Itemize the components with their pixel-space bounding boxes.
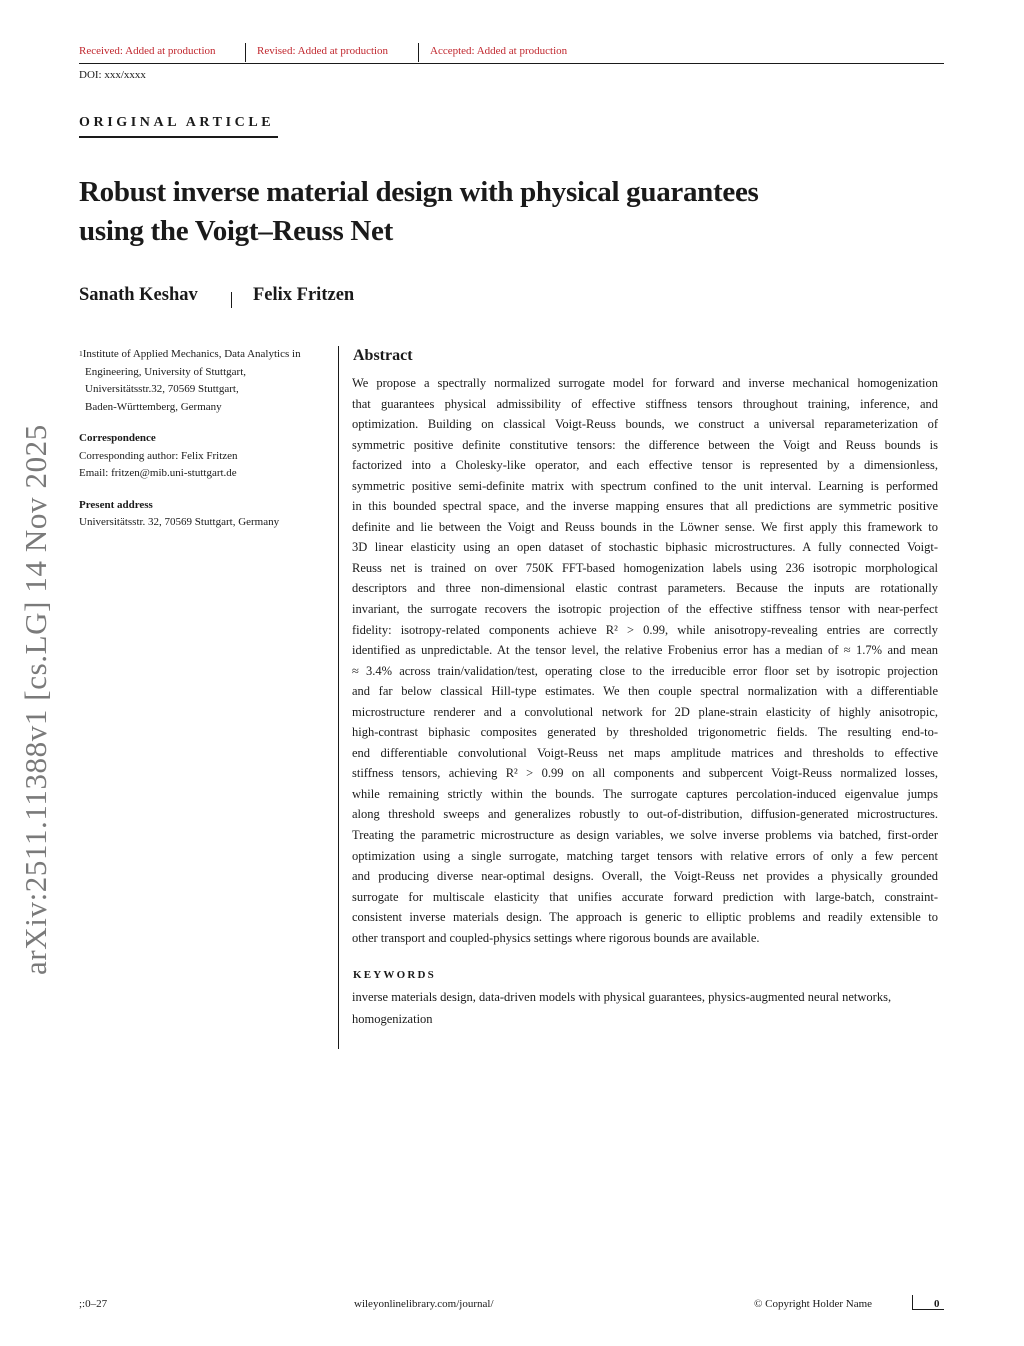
revised-date: Revised: Added at production [257, 45, 389, 57]
accepted-date: Accepted: Added at production [430, 45, 568, 57]
abstract-line: ≈ 3.4% across train/validation/test, operating close to the irreducible error floor set by isotropic projection [352, 663, 938, 678]
abstract-line: descriptors and three non-dimensional elastic contrast parameters. Because the inputs are rotationally [352, 581, 938, 596]
footer-divider [912, 1295, 913, 1309]
present-address-heading: Present address [79, 498, 153, 511]
abstract-line: factorized into a Cholesky-like operator, and each effective tensor is represented by a dimensionless, [352, 458, 938, 473]
keywords-line: inverse materials design, data-driven models with physical guarantees, physics-augmented neural networks, [352, 990, 892, 1004]
abstract-line: We propose a spectrally normalized surrogate model for forward and inverse mechanical homogenization [352, 376, 938, 390]
header-divider [245, 43, 246, 62]
abstract-line: invariant, the surrogate recovers the isotropic projection of the effective stiffness tensor with near-perfect [352, 602, 938, 617]
author-2: Felix Fritzen [253, 285, 355, 305]
author-info-sidebar [79, 346, 329, 532]
abstract-line: stiffness tensors, achieving R² > 0.99 on all components and subpercent Voigt-Reuss normalized losses, [352, 766, 938, 781]
abstract-line: definite and lie between the Voigt and Reuss bounds in the Löwner sense. We first apply this framework to [352, 519, 938, 534]
abstract-line: symmetric positive definite constitutive tensors: the difference between the Voigt and Reuss bounds is [352, 437, 938, 452]
abstract-line: identified as unpredictable. At the tensor level, the relative Frobenius error has a median of ≈ 1.7% and mean [352, 643, 938, 658]
abstract-line: other transport and coupled-physics settings where rigorous bounds are available. [352, 930, 760, 945]
author-1: Sanath Keshav [79, 285, 198, 305]
header-divider [418, 43, 419, 62]
abstract-line: end differentiable convolutional Voigt-Reuss net maps amplitude matrices and thresholds to effective [352, 745, 938, 760]
article-type: ORIGINAL ARTICLE [79, 115, 275, 130]
abstract-heading: Abstract [353, 347, 413, 364]
abstract-line: surrogate for multiscale elasticity that unifies accurate forward prediction with large-batch, constraint- [352, 889, 938, 904]
affiliation-line: Universitätsstr.32, 70569 Stuttgart, [85, 383, 239, 395]
abstract-line: high-contrast biphasic composites generated by thresholded trigonometric fields. The resulting end-to- [352, 725, 938, 740]
paper-title [79, 173, 879, 251]
abstract-body [352, 373, 938, 948]
affiliation-line: Engineering, University of Stuttgart, [85, 365, 246, 378]
correspondence-email[interactable]: Email: fritzen@mib.uni-stuttgart.de [79, 467, 237, 479]
abstract-line: Treating the parametric microstructure as design variables, we solve inverse problems via batched, first-order [352, 828, 938, 843]
abstract-line: in this bounded spectral space, and the inverse mapping ensures that all predictions are symmetric positive [352, 499, 938, 514]
affiliation-line: Baden-Württemberg, Germany [85, 400, 222, 413]
received-date: Received: Added at production [79, 45, 216, 57]
abstract-line: fidelity: isotropy-related components achieve R² > 0.99, while anisotropy-revealing entries are correctly [352, 622, 938, 637]
abstract-line: along threshold sweeps and generalizes robustly to out-of-distribution, diffusion-generated microstructures. [352, 807, 938, 822]
abstract-line: symmetric positive semi-definite matrix with spectrum confined to the unit interval. Learning is performed [352, 478, 938, 493]
header-rule [79, 63, 944, 64]
abstract-line: 3D linear elasticity using an open dataset of stochastic biphasic microstructures. A fully connected Voigt- [352, 540, 938, 555]
footer-url[interactable]: wileyonlinelibrary.com/journal/ [354, 1298, 494, 1310]
arxiv-identifier-stamp: arXiv:2511.11388v1 [cs.LG] 14 Nov 2025 [18, 424, 53, 975]
author-divider [231, 292, 232, 308]
title-line: using the Voigt–Reuss Net [79, 215, 393, 247]
abstract-line: optimization. Building on classical Voigt-Reuss bounds, we construct a universal reparameterization of [352, 417, 938, 432]
footer-copyright: © Copyright Holder Name [754, 1298, 873, 1310]
abstract-line: microstructure renderer and a convolutional network for 2D plane-strain elasticity of highly anisotropic, [352, 704, 938, 719]
column-divider [338, 346, 339, 1049]
title-line: Robust inverse material design with physical guarantees [79, 176, 759, 208]
abstract-line: that guarantees physical admissibility of effective stiffness tensors throughout training, inference, and [352, 396, 938, 411]
abstract-line: Reuss net is trained on over 750K FFT-based homogenization labels using 236 isotropic morphological [352, 560, 938, 575]
article-type-underline [79, 136, 278, 138]
corresponding-author: Corresponding author: Felix Fritzen [79, 449, 238, 462]
keywords-heading: KEYWORDS [353, 969, 436, 981]
page-number: 0 [934, 1298, 940, 1310]
affiliation [79, 346, 329, 416]
abstract-line: while remaining strictly within the bounds. The surrogate captures percolation-induced eigenvalue jumps [352, 786, 938, 801]
affiliation-marker: 1 [79, 349, 83, 358]
correspondence-heading: Correspondence [79, 432, 156, 444]
present-address: Universitätsstr. 32, 70569 Stuttgart, Germany [79, 516, 280, 528]
abstract-line: optimization using a single surrogate, matching target tensors with relative errors of only a few percent [352, 848, 938, 863]
publication-dates-header [79, 43, 944, 63]
abstract-line: consistent inverse materials design. The approach is generic to elliptic problems and readily extensible to [352, 910, 938, 925]
footer-pages: ;:0–27 [79, 1298, 108, 1310]
abstract-line: and producing diverse near-optimal designs. Overall, the Voigt-Reuss net provides a physically grounded [352, 869, 938, 884]
doi: DOI: xxx/xxxx [79, 69, 146, 81]
keywords-list [352, 986, 942, 1030]
affiliation-line: Institute of Applied Mechanics, Data Analytics in [82, 348, 301, 360]
abstract-line: and far below classical Hill-type estimates. We then couple spectral normalization with a differentiable [352, 684, 938, 699]
keywords-line: homogenization [352, 1012, 433, 1026]
